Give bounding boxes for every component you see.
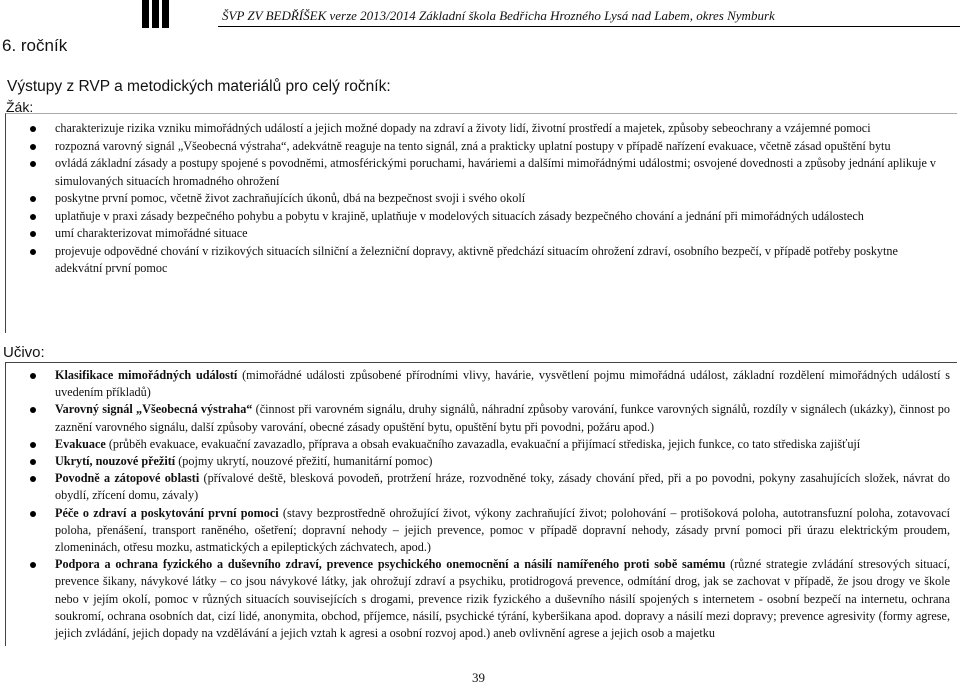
outcomes-list — [55, 120, 945, 278]
header-decoration — [142, 0, 180, 28]
header-rule — [218, 26, 960, 27]
bullet-icon — [30, 231, 36, 237]
list-item: ovládá základní zásady a postupy spojené s povodněmi, atmosférickými poruchami, haváriemi a dalšími mimořádnými událostmi; osvojené dovednosti a způsoby jednání aplikuje v simulovaných situacích hromadného ohrožení — [55, 155, 945, 190]
list-item: Varovný signál „Všeobecná výstraha“ (činnost při varovném signálu, druhy signálů, náhradní způsoby varování, funkce varovných signálů, rozdíly v signálech (ukázky), činnost po zaznění varovného signálu, další způsoby varování, obecné zásady opuštění bytu, opuštění bytu při povodni, požáru apod.) — [55, 401, 950, 435]
bullet-icon — [30, 459, 36, 465]
bullet-icon — [30, 249, 36, 255]
list-item: Povodně a zátopové oblasti (přívalové deště, blesková povodeň, protržení hráze, rozvodněné toky, zásady chování před, při a po povodni, pokyny zasahujících složek, návrat do obydlí, zřícení domu, závaly) — [55, 470, 950, 504]
bullet-icon — [30, 196, 36, 202]
list-item: projevuje odpovědné chování v rizikových situacích silniční a železniční dopravy, aktivně předchází situacím ohrožení zdraví, osobního bezpečí, v případě potřeby poskytne adekvátní první pomoc — [55, 243, 945, 278]
bullet-icon — [30, 126, 36, 132]
list-item: Evakuace (průběh evakuace, evakuační zavazadlo, příprava a obsah evakuačního zavazadla, evakuační a přijímací střediska, jejich funkce, co tato střediska zajišťují — [55, 436, 950, 453]
list-item: Podpora a ochrana fyzického a duševního zdraví, prevence psychického onemocnění a násilí namířeného proti sobě samému (různé strategie zvládání stresových situací, prevence šikany, návykové látky – co jsou návykové látky, jak ohrožují zdraví a psychiku, protidrogová prevence, odmítání drog, jak se zachovat v případě, že jsou drogy ve škole nebo v jejím okolí, pomoc v různých situacích souvisejících s drogami, prevence rizik fyzického a duševního násilí spojených s internetem - osobní bezpečí na internetu, ochrana soukromí, ochrana osobních dat, cizí lidé, anonymita, obchod, příjemce, násilí, psychické týrání, kyberšikana apod. dopravy a násilí mezi dopravy; prevence agresivity (formy agrese, jejich zvládání, jejich dopady na vzdělávání a jejich vztah k agresi a osobní rozvoj apod.) aneb ovlivnění agrese a jejich osob a majetku — [55, 556, 950, 642]
list-item: uplatňuje v praxi zásady bezpečného pohybu a pobytu v krajině, uplatňuje v modelových situacích zásady bezpečného chování a jednání při mimořádných událostech — [55, 208, 945, 226]
page-title: 6. ročník — [2, 36, 68, 55]
list-item: Péče o zdraví a poskytování první pomoci (stavy bezprostředně ohrožující život, výkony zachraňující život; polohování – protišoková poloha, autotransfuzní poloha, zotavovací poloha, přenášení, transport raněného, ošetření; dopravní nehody – jejich prevence, pomoc v případě dopravní nehody, zásady první pomoci při úrazu elektrickým proudem, zlomeninách, otřesu mozku, astmatických a epileptických záchvatech, apod.) — [55, 505, 950, 557]
list-item: Ukrytí, nouzové přežití (pojmy ukrytí, nouzové přežití, humanitární pomoc) — [55, 453, 950, 470]
outcomes-heading: Výstupy z RVP a metodických materiálů pro celý ročník: — [7, 78, 391, 95]
page-header — [0, 0, 960, 28]
bullet-icon — [30, 161, 36, 167]
curriculum-label: Učivo: — [3, 344, 45, 361]
list-item: charakterizuje rizika vzniku mimořádných událostí a jejich možné dopady na zdraví a životy lidí, životní prostředí a majetek, způsoby sebeochrany a vzájemné pomoci — [55, 120, 945, 138]
list-item: Klasifikace mimořádných událostí (mimořádné události způsobené přírodními vlivy, havárie, vysvětlení pojmu mimořádná událost, základní rozdělení mimořádných událostí s uvedením příkladů) — [55, 367, 950, 401]
bullet-icon — [30, 511, 36, 517]
list-item: rozpozná varovný signál „Všeobecná výstraha“, adekvátně reaguje na tento signál, zná a prakticky uplatní postupy v případě nařízení evakuace, včetně zásad opuštění bytu — [55, 138, 945, 156]
bullet-icon — [30, 442, 36, 448]
bullet-icon — [30, 373, 36, 379]
list-item: poskytne první pomoc, včetně život zachraňujících úkonů, dbá na bezpečnost svoji i svého okolí — [55, 190, 945, 208]
list-item: umí charakterizovat mimořádné situace — [55, 225, 945, 243]
page-number: 39 — [472, 670, 485, 685]
pupil-label: Žák: — [6, 99, 34, 115]
bullet-icon — [30, 214, 36, 220]
curriculum-list — [55, 367, 950, 642]
bullet-icon — [30, 144, 36, 150]
header-text: ŠVP ZV BEDŘÍŠEK verze 2013/2014 Základní škola Bedřicha Hrozného Lysá nad Labem, okres Nymburk — [222, 8, 775, 23]
